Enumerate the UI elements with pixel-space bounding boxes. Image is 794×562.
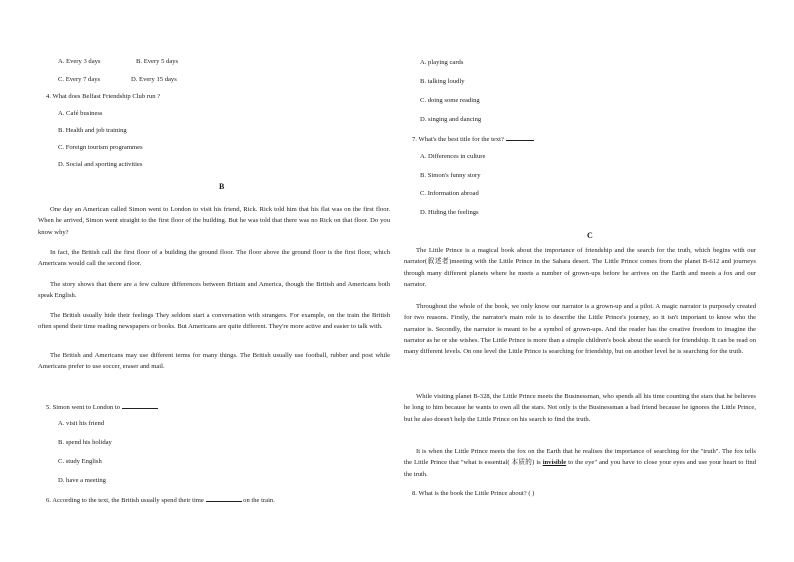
passage-c-paragraph-4-start: It is when the Little Prince meets the fox on the Earth that he realises the importance of searching for the "truth". The fox tells the Little Prince that "what is essential( 本质的) is	[404, 448, 756, 467]
question-5-text: 5. Simon went to London to	[46, 404, 120, 411]
passage-b-paragraph-3: The story shows that there are a few culture differences between Britain and America, though the British and Americans both speak English.	[38, 281, 390, 300]
question-7-text: 7. What's the best title for the text?	[412, 136, 504, 143]
option-b-q7: B. Simon's funny story	[420, 172, 481, 179]
question-5	[46, 402, 158, 412]
option-b-q6: B. talking loudly	[420, 78, 465, 85]
passage-b-paragraph-5: The British and Americans may use different terms for many things. The British usually use football, rubber and post while Americans prefer to use soccer, eraser and mail.	[38, 352, 390, 371]
question-6	[46, 495, 275, 505]
question-6-text: 6. According to the text, the British usually spend their time	[46, 497, 204, 504]
option-a-q5: A. visit his friend	[58, 420, 105, 427]
section-b-heading: B	[219, 182, 225, 191]
passage-c-paragraph-1: The Little Prince is a magical book about the importance of friendship and the search for the truth, which begins with our narrator(叙述者)meeting with the Little Prince in the Sahara desert. The Little Prince comes from the planet B-612 and journeys through many different planets where he meets a number of grown-ups before he arrives on the Earth and meets a fox and our narrator.	[404, 247, 756, 288]
option-d-q6: D. singing and dancing	[420, 116, 482, 123]
option-d-q5: D. have a meeting	[58, 477, 106, 484]
option-d-q3: D. Every 15 days	[131, 76, 177, 83]
passage-b-paragraph-1: One day an American called Simon went to London to visit his friend, Rick. Rick told him that his flat was on the first floor. When he arrived, Simon went straight to the first floor of the building. But he was told that there was no Rick on that floor. Do you know why?	[38, 206, 390, 236]
passage-c-paragraph-2: Throughout the whole of the book, we only know our narrator is a grown-up and a pilot. A magic narrator is purposely created for two reasons. Firstly, the narrator's main role is to describe the Little Prince's journey, so it isn't important to know who the narrator is. Secondly, the narrator is meant to be a symbol of grown-ups. And the reader has the creative freedom to imagine the narrator as he or she wishes. The Little Prince is more than a simple children's book about the search for friendship. It can be read on many different levels. On one level the Little Prince is searching for friendship, but on another level he is searching for the truth.	[404, 303, 756, 356]
option-a-q3: A. Every 3 days	[58, 58, 101, 65]
keyword-invisible: invisible	[542, 459, 567, 467]
answer-blank-q5	[122, 402, 158, 409]
passage-b-paragraph-2: In fact, the British call the first floor of a building the ground floor. The floor above the ground floor is the first floor, which Americans would call the second floor.	[38, 249, 390, 268]
option-c-q5: C. study English	[58, 458, 102, 465]
option-a-q6: A. playing cards	[420, 59, 464, 66]
passage-c-paragraph-4	[404, 446, 756, 480]
answer-blank-q6	[206, 495, 242, 502]
option-c-q3: C. Every 7 days	[58, 76, 101, 83]
passage-c-paragraph-3: While visiting planet B-328, the Little Prince meets the Businessman, who spends all his time counting the stars that he believes he long to him because he wants to own all the stars. Not only is the Businessman a bad friend because he ignores the Little Prince, but he also doesn't help the Little Prince on his search to find the truth.	[404, 393, 756, 423]
section-c-heading: C	[587, 231, 593, 240]
option-c-q6: C. doing some reading	[420, 97, 480, 104]
option-b-q4: B. Health and job training	[58, 127, 127, 134]
option-a-q4: A. Café business	[58, 110, 103, 117]
question-4: 4. What does Belfast Friendship Club run ?	[46, 93, 161, 100]
question-7	[412, 134, 534, 144]
answer-blank-q7	[506, 134, 534, 141]
option-c-q4: C. Foreign tourism programmes	[58, 144, 143, 151]
option-a-q7: A. Differences in culture	[420, 153, 486, 160]
question-8: 8. What is the book the Little Prince about? ( )	[412, 490, 535, 497]
option-b-q5: B. spend his holiday	[58, 439, 112, 446]
passage-b-paragraph-4: The British usually hide their feelings They seldom start a conversation with strangers. For example, on the train the British often spend their time reading newspapers or books. But Americans are quite different. They're more active and easier to talk with.	[38, 312, 390, 331]
passage-c-paragraph-4-end: to the eye" and you have to close your eyes and use your heart to find the truth.	[404, 459, 756, 478]
option-b-q3: B. Every 5 days	[136, 58, 179, 65]
option-d-q4: D. Social and sporting activities	[58, 161, 143, 168]
question-6-tail: on the train.	[243, 497, 275, 504]
option-d-q7: D. Hiding the feelings	[420, 209, 479, 216]
option-c-q7: C. Information abroad	[420, 190, 479, 197]
